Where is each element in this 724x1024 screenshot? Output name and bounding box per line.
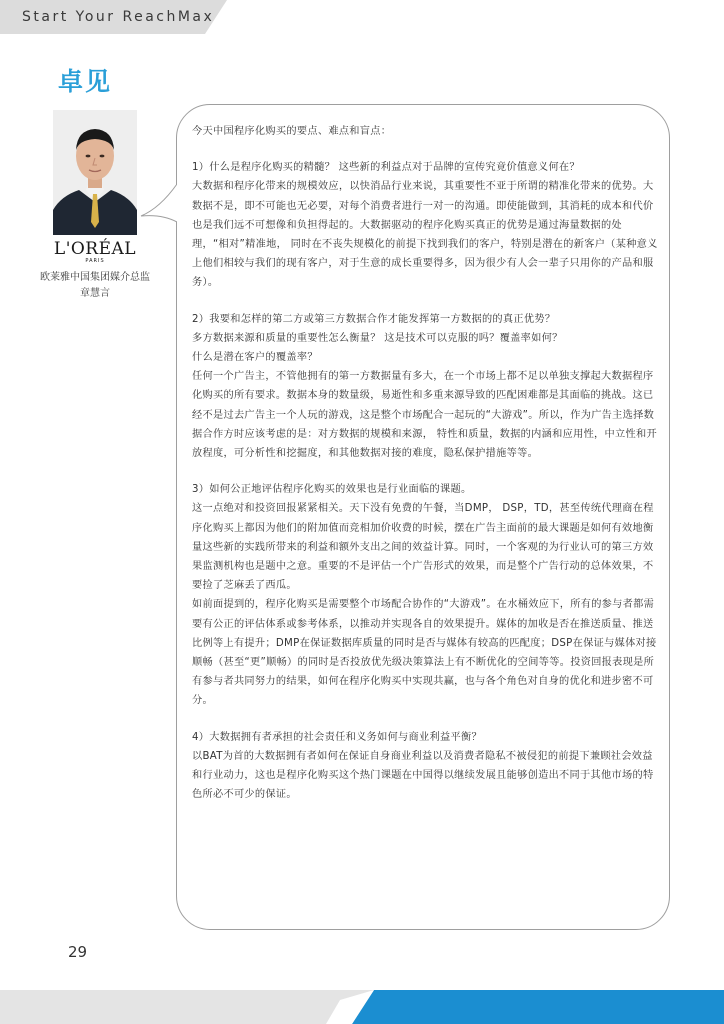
answer-2: 任何一个广告主，不管他拥有的第一方数据量有多大，在一个市场上都不足以单独支撑起大数据程序化购买的所有要求。数据本身的数量级，易逝性和多重来源导致的匹配困难都是其面临的挑战。这已经不是过去广告主一个人玩的游戏，这是整个市场配合一起玩的“大游戏”。所以，作为广告主选择数据合作方时应该考虑的是：对方数据的规模和来源， 特性和质量，数据的内涵和应用性，中立性和开放程度，可分析性和挖掘度，和其他数据对接的难度，隐私保护措施等等。 (192, 371, 657, 460)
paragraph-gap (192, 463, 658, 480)
section-title: 卓见 (58, 67, 113, 96)
person-caption (20, 270, 170, 302)
interview-content (192, 122, 658, 805)
answer-1: 大数据和程序化带来的规模效应，以快消品行业来说，其重要性不亚于所谓的精准化带来的优势。大数据不是，即不可能也无必要，对每个消费者进行一对一的沟通。即使能做到，其消耗的成本和代价也是我们远不可想像和负担得起的。大数据驱动的程序化购买真正的优势是通过海量数据的处理，“相对”精准地， 同时在不丧失规模化的前提下找到我们的客户，特别是潜在的新客户（某种意义上他们相较与我们的现有客户，对于生意的成长重要得多，因为很少有人会一辈子只用你的产品和服务）。 (192, 181, 658, 289)
brand-tagline: Start Your ReachMax (22, 9, 215, 25)
paragraph-gap (192, 141, 658, 158)
answer-3-part-2: 如前面提到的，程序化购买是需要整个市场配合协作的“大游戏”。在水桶效应下，所有的参与者都需要有公正的评估体系或参考体系，以推动并实现各自的效果提升。媒体的加收是否在推送质量、推送比例等上有提升；DMP在保证数据库质量的同时是否与媒体有较高的匹配度；DSP在保证与媒体对接顺畅（甚至“更”顺畅）的同时是否投放优先级决策算法上有不断优化的空间等等。投资回报表现是所有参与者共同努力的结果，如何在程序化购买中实现共赢，也与各个角色对自身的优化和进步密不可分。 (192, 599, 657, 707)
answer-3-part-1: 这一点绝对和投资回报紧紧相关。天下没有免费的午餐，当DMP， DSP，TD，甚至传统代理商在程序化购买上都因为他们的附加值而竞相加价收费的时候，摆在广告主面前的最大课题是如何有效地衡量这些新的实践所带来的利益和额外支出之间的效益计算。同时，一个客观的为行业认可的第三方效果监测机构也是题中之意。重要的不是评估一个广告形式的效果，而是整个广告行动的总体效果，不要捡了芝麻丢了西瓜。 (192, 503, 654, 592)
page-number: 29 (68, 943, 88, 961)
footer-gray-band (0, 990, 724, 1024)
question-2-line-3: 什么是潜在客户的覆盖率？ (192, 352, 318, 364)
intro-line: 今天中国程序化购买的要点、难点和盲点： (192, 126, 392, 137)
question-2-line-2: 多方数据来源和质量的重要性怎么衡量？ 这是技术可以克服的吗？覆盖率如何？ (192, 332, 563, 344)
question-3: 3）如何公正地评估程序化购买的效果也是行业面临的课题。 (192, 484, 472, 496)
logo-wordmark: L'ORÉAL (53, 239, 137, 259)
company-logo (49, 240, 141, 265)
speech-bubble-tail (140, 180, 180, 230)
portrait-illustration (53, 110, 137, 235)
paragraph-gap (192, 293, 658, 310)
answer-4: 以BAT为首的大数据拥有者如何在保证自身商业利益以及消费者隐私不被侵犯的前提下兼顾社会效益和行业动力，这也是程序化购买这个热门课题在中国得以继续发展且能够创造出不同于其他市场的特色所必不可少的保证。 (192, 750, 654, 801)
person-job-title: 欧莱雅中国集团媒介总监 (40, 272, 150, 283)
paragraph-gap (192, 711, 658, 728)
question-4: 4）大数据拥有者承担的社会责任和义务如何与商业利益平衡？ (192, 731, 482, 743)
header-band (0, 0, 724, 40)
person-photo (53, 110, 137, 235)
question-1: 1）什么是程序化购买的精髓？ 这些新的利益点对于品牌的宣传究竟价值意义何在？ (192, 162, 580, 174)
question-2-line-1: 2）我要和怎样的第二方或第三方数据合作才能发挥第一方数据的的真正优势？ (192, 313, 556, 325)
logo-subtext: PARIS (85, 258, 105, 264)
person-name: 章慧言 (80, 288, 110, 299)
